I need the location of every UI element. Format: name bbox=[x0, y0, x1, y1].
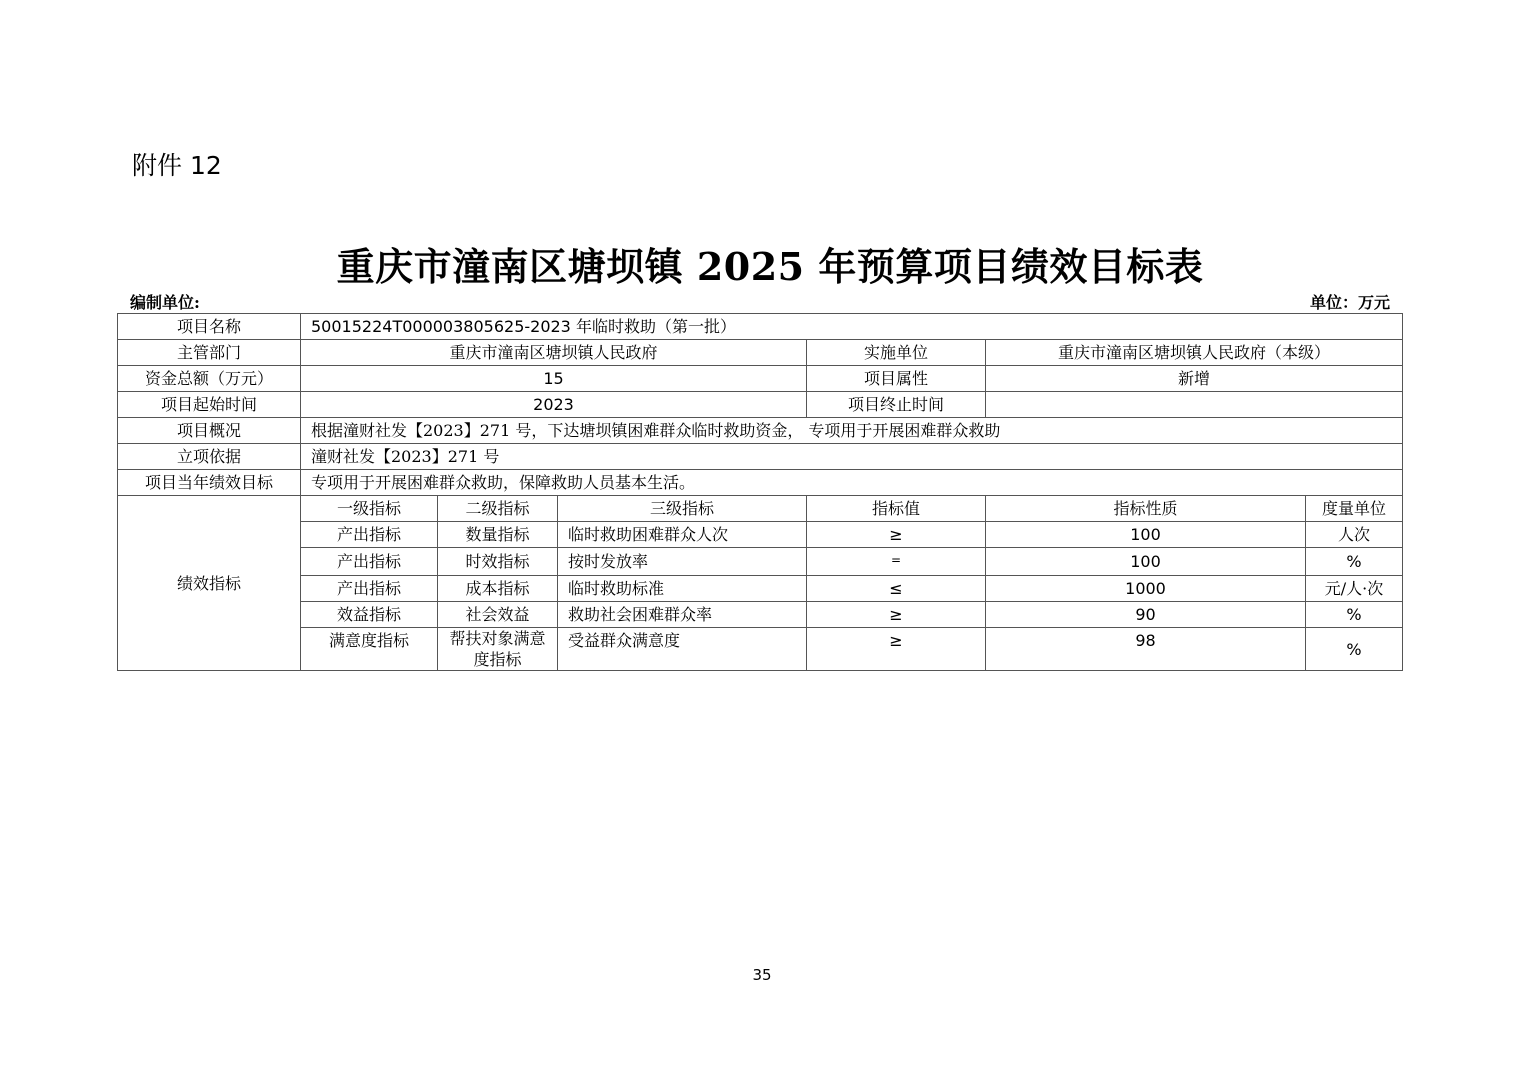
indicator-level2: 社会效益 bbox=[438, 602, 558, 628]
project-name-label: 项目名称 bbox=[118, 314, 301, 340]
overview-label: 项目概况 bbox=[118, 418, 301, 444]
indicator-op: = bbox=[807, 548, 986, 576]
row-department bbox=[118, 340, 1403, 366]
indicator-level1: 产出指标 bbox=[301, 548, 438, 576]
indicator-header-row bbox=[118, 496, 1403, 522]
project-name-value: 50015224T000003805625-2023 年临时救助（第一批） bbox=[301, 314, 1403, 340]
header-value: 指标性质 bbox=[986, 496, 1306, 522]
indicator-value: 98 bbox=[986, 628, 1306, 671]
header-unit: 度量单位 bbox=[1306, 496, 1403, 522]
funds-label: 资金总额（万元） bbox=[118, 366, 301, 392]
unit-label: 单位：万元 bbox=[1309, 293, 1390, 312]
indicator-value: 100 bbox=[986, 548, 1306, 576]
impl-unit-label: 实施单位 bbox=[807, 340, 986, 366]
table-row bbox=[118, 548, 1403, 576]
indicator-op: ≥ bbox=[807, 602, 986, 628]
table-row bbox=[118, 522, 1403, 548]
indicator-level1: 满意度指标 bbox=[301, 628, 438, 671]
indicator-level2: 时效指标 bbox=[438, 548, 558, 576]
indicator-level1: 效益指标 bbox=[301, 602, 438, 628]
header-level3: 三级指标 bbox=[558, 496, 807, 522]
page-number: 35 bbox=[752, 966, 772, 984]
attr-value: 新增 bbox=[986, 366, 1403, 392]
indicator-op: ≥ bbox=[807, 522, 986, 548]
basis-label: 立项依据 bbox=[118, 444, 301, 470]
basis-value: 潼财社发【2023】271 号 bbox=[301, 444, 1403, 470]
start-label: 项目起始时间 bbox=[118, 392, 301, 418]
overview-value: 根据潼财社发【2023】271 号，下达塘坝镇困难群众临时救助资金， 专项用于开展困难群众救助 bbox=[301, 418, 1403, 444]
row-funds bbox=[118, 366, 1403, 392]
department-value: 重庆市潼南区塘坝镇人民政府 bbox=[301, 340, 807, 366]
table-row bbox=[118, 576, 1403, 602]
indicator-unit: 人次 bbox=[1306, 522, 1403, 548]
attr-label: 项目属性 bbox=[807, 366, 986, 392]
indicator-level3: 按时发放率 bbox=[558, 548, 807, 576]
indicator-level2: 数量指标 bbox=[438, 522, 558, 548]
funds-value: 15 bbox=[301, 366, 807, 392]
indicator-level3: 救助社会困难群众率 bbox=[558, 602, 807, 628]
end-value bbox=[986, 392, 1403, 418]
document-title: 重庆市潼南区塘坝镇 2025 年预算项目绩效目标表 bbox=[336, 244, 1204, 289]
indicator-level1: 产出指标 bbox=[301, 522, 438, 548]
end-label: 项目终止时间 bbox=[807, 392, 986, 418]
indicators-label: 绩效指标 bbox=[118, 496, 301, 671]
goal-label: 项目当年绩效目标 bbox=[118, 470, 301, 496]
goal-value: 专项用于开展困难群众救助，保障救助人员基本生活。 bbox=[301, 470, 1403, 496]
table-row bbox=[118, 602, 1403, 628]
indicator-level3: 临时救助困难群众人次 bbox=[558, 522, 807, 548]
performance-table bbox=[117, 313, 1403, 671]
indicator-op: ≤ bbox=[807, 576, 986, 602]
row-start bbox=[118, 392, 1403, 418]
indicator-unit: 元/人·次 bbox=[1306, 576, 1403, 602]
row-project-name bbox=[118, 314, 1403, 340]
department-label: 主管部门 bbox=[118, 340, 301, 366]
indicator-unit: % bbox=[1306, 548, 1403, 576]
start-value: 2023 bbox=[301, 392, 807, 418]
table-row bbox=[118, 628, 1403, 671]
indicator-unit: % bbox=[1306, 602, 1403, 628]
header-level1: 一级指标 bbox=[301, 496, 438, 522]
row-overview bbox=[118, 418, 1403, 444]
indicator-op: ≥ bbox=[807, 628, 986, 671]
indicator-value: 1000 bbox=[986, 576, 1306, 602]
indicator-value: 100 bbox=[986, 522, 1306, 548]
header-op: 指标值 bbox=[807, 496, 986, 522]
indicator-unit: % bbox=[1306, 628, 1403, 671]
header-level2: 二级指标 bbox=[438, 496, 558, 522]
impl-unit-value: 重庆市潼南区塘坝镇人民政府（本级） bbox=[986, 340, 1403, 366]
indicator-level3: 受益群众满意度 bbox=[558, 628, 807, 671]
attachment-label: 附件 12 bbox=[132, 151, 222, 180]
indicator-level1: 产出指标 bbox=[301, 576, 438, 602]
indicator-level2: 成本指标 bbox=[438, 576, 558, 602]
row-goal bbox=[118, 470, 1403, 496]
indicator-value: 90 bbox=[986, 602, 1306, 628]
compile-unit-label: 编制单位: bbox=[130, 293, 200, 312]
indicator-level3: 临时救助标准 bbox=[558, 576, 807, 602]
indicator-level2: 帮扶对象满意度指标 bbox=[438, 628, 558, 671]
row-basis bbox=[118, 444, 1403, 470]
